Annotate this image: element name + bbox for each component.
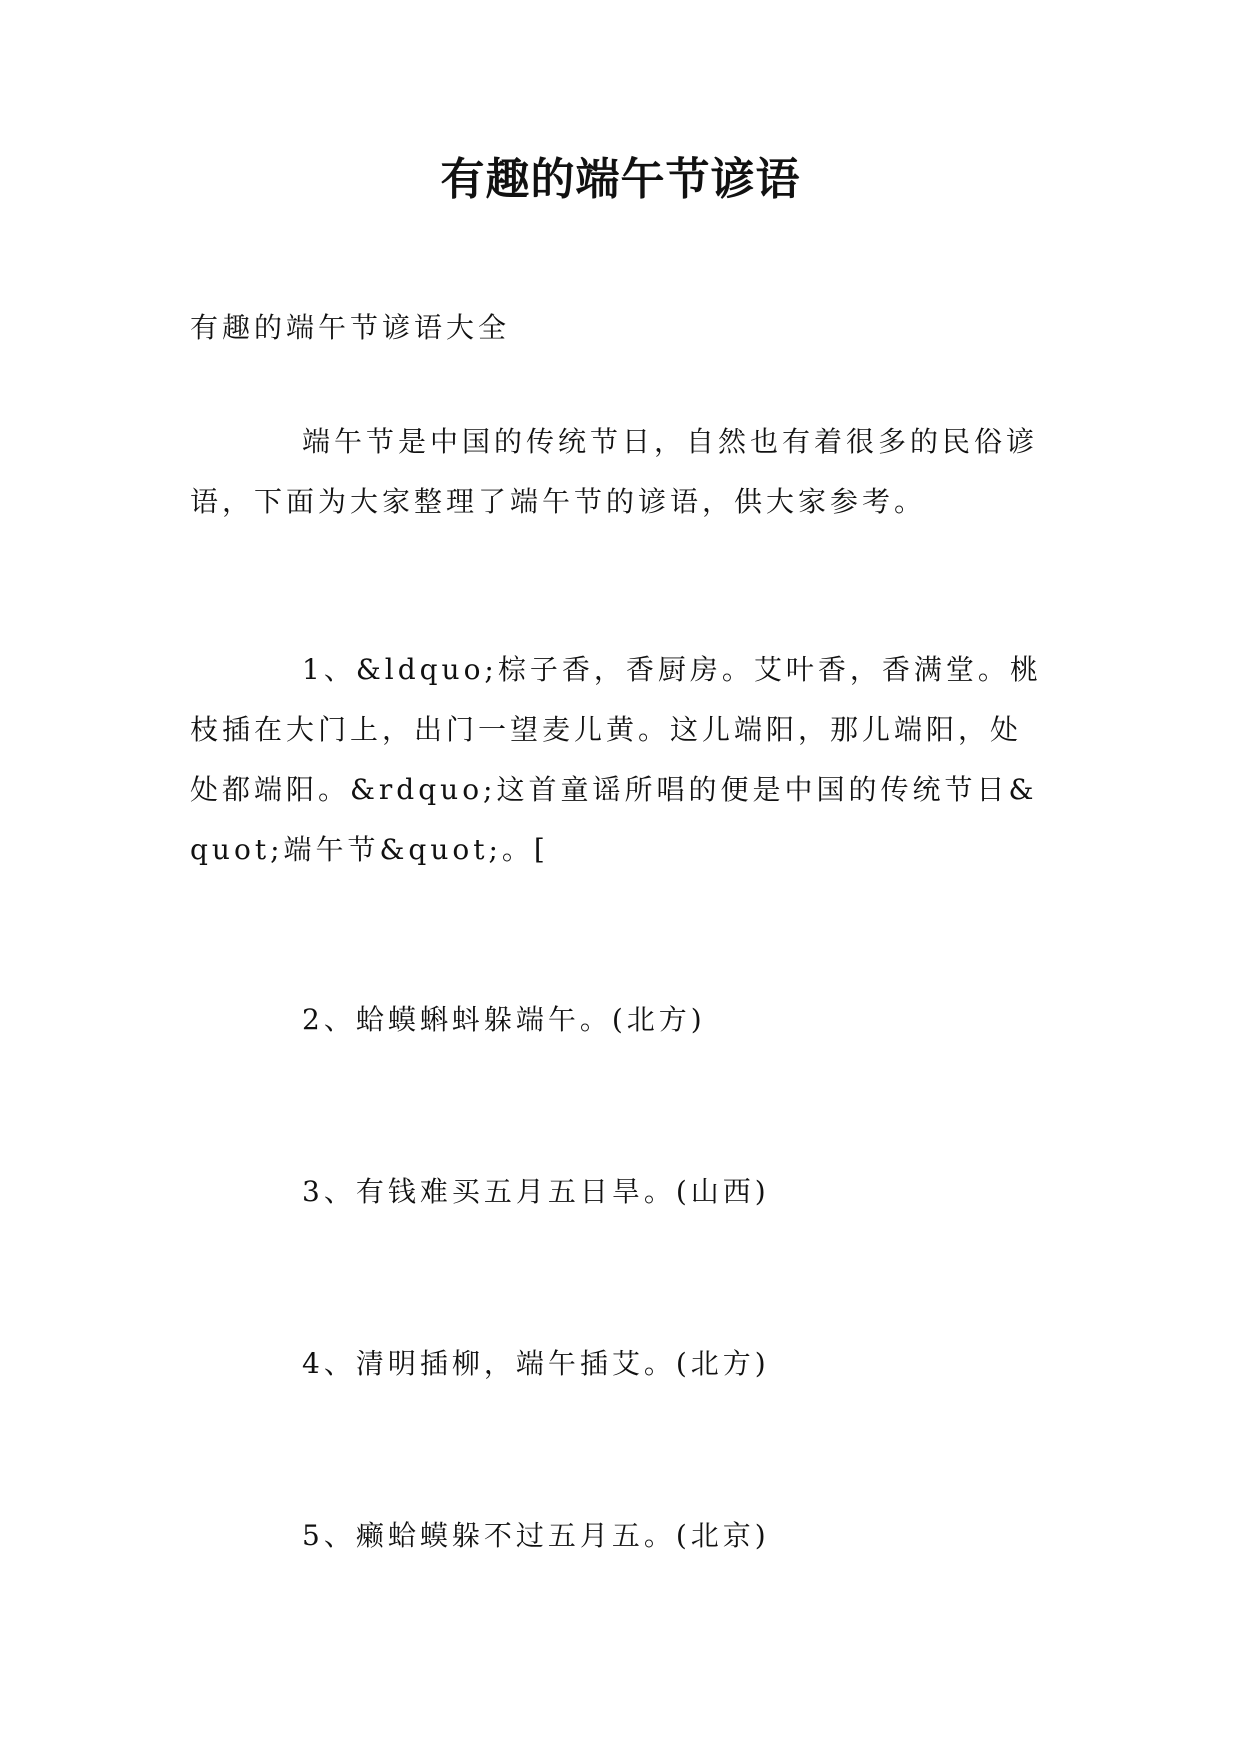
proverb-item-5: 5、癞蛤蟆躲不过五月五。(北京) <box>302 1519 770 1552</box>
intro-paragraph: 端午节是中国的传统节日，自然也有着很多的民俗谚语，下面为大家整理了端午节的谚语，供大家参考。 <box>190 425 1039 518</box>
document-subtitle: 有趣的端午节谚语大全 <box>190 311 511 344</box>
proverb-item-1: 1、&ldquo;棕子香，香厨房。艾叶香，香满堂。桃枝插在大门上，出门一望麦儿黄。这儿端阳，那儿端阳，处处都端阳。&rdquo;这首童谣所唱的便是中国的传统节日&quot;端午节&quot;。[ <box>190 653 1042 866</box>
document-title: 有趣的端午节谚语 <box>440 154 801 205</box>
proverb-item-3: 3、有钱难买五月五日旱。(山西) <box>302 1175 770 1208</box>
proverb-item-4: 4、清明插柳，端午插艾。(北方) <box>302 1347 770 1380</box>
proverb-item-2: 2、蛤蟆蝌蚪躲端午。(北方) <box>302 1003 706 1036</box>
